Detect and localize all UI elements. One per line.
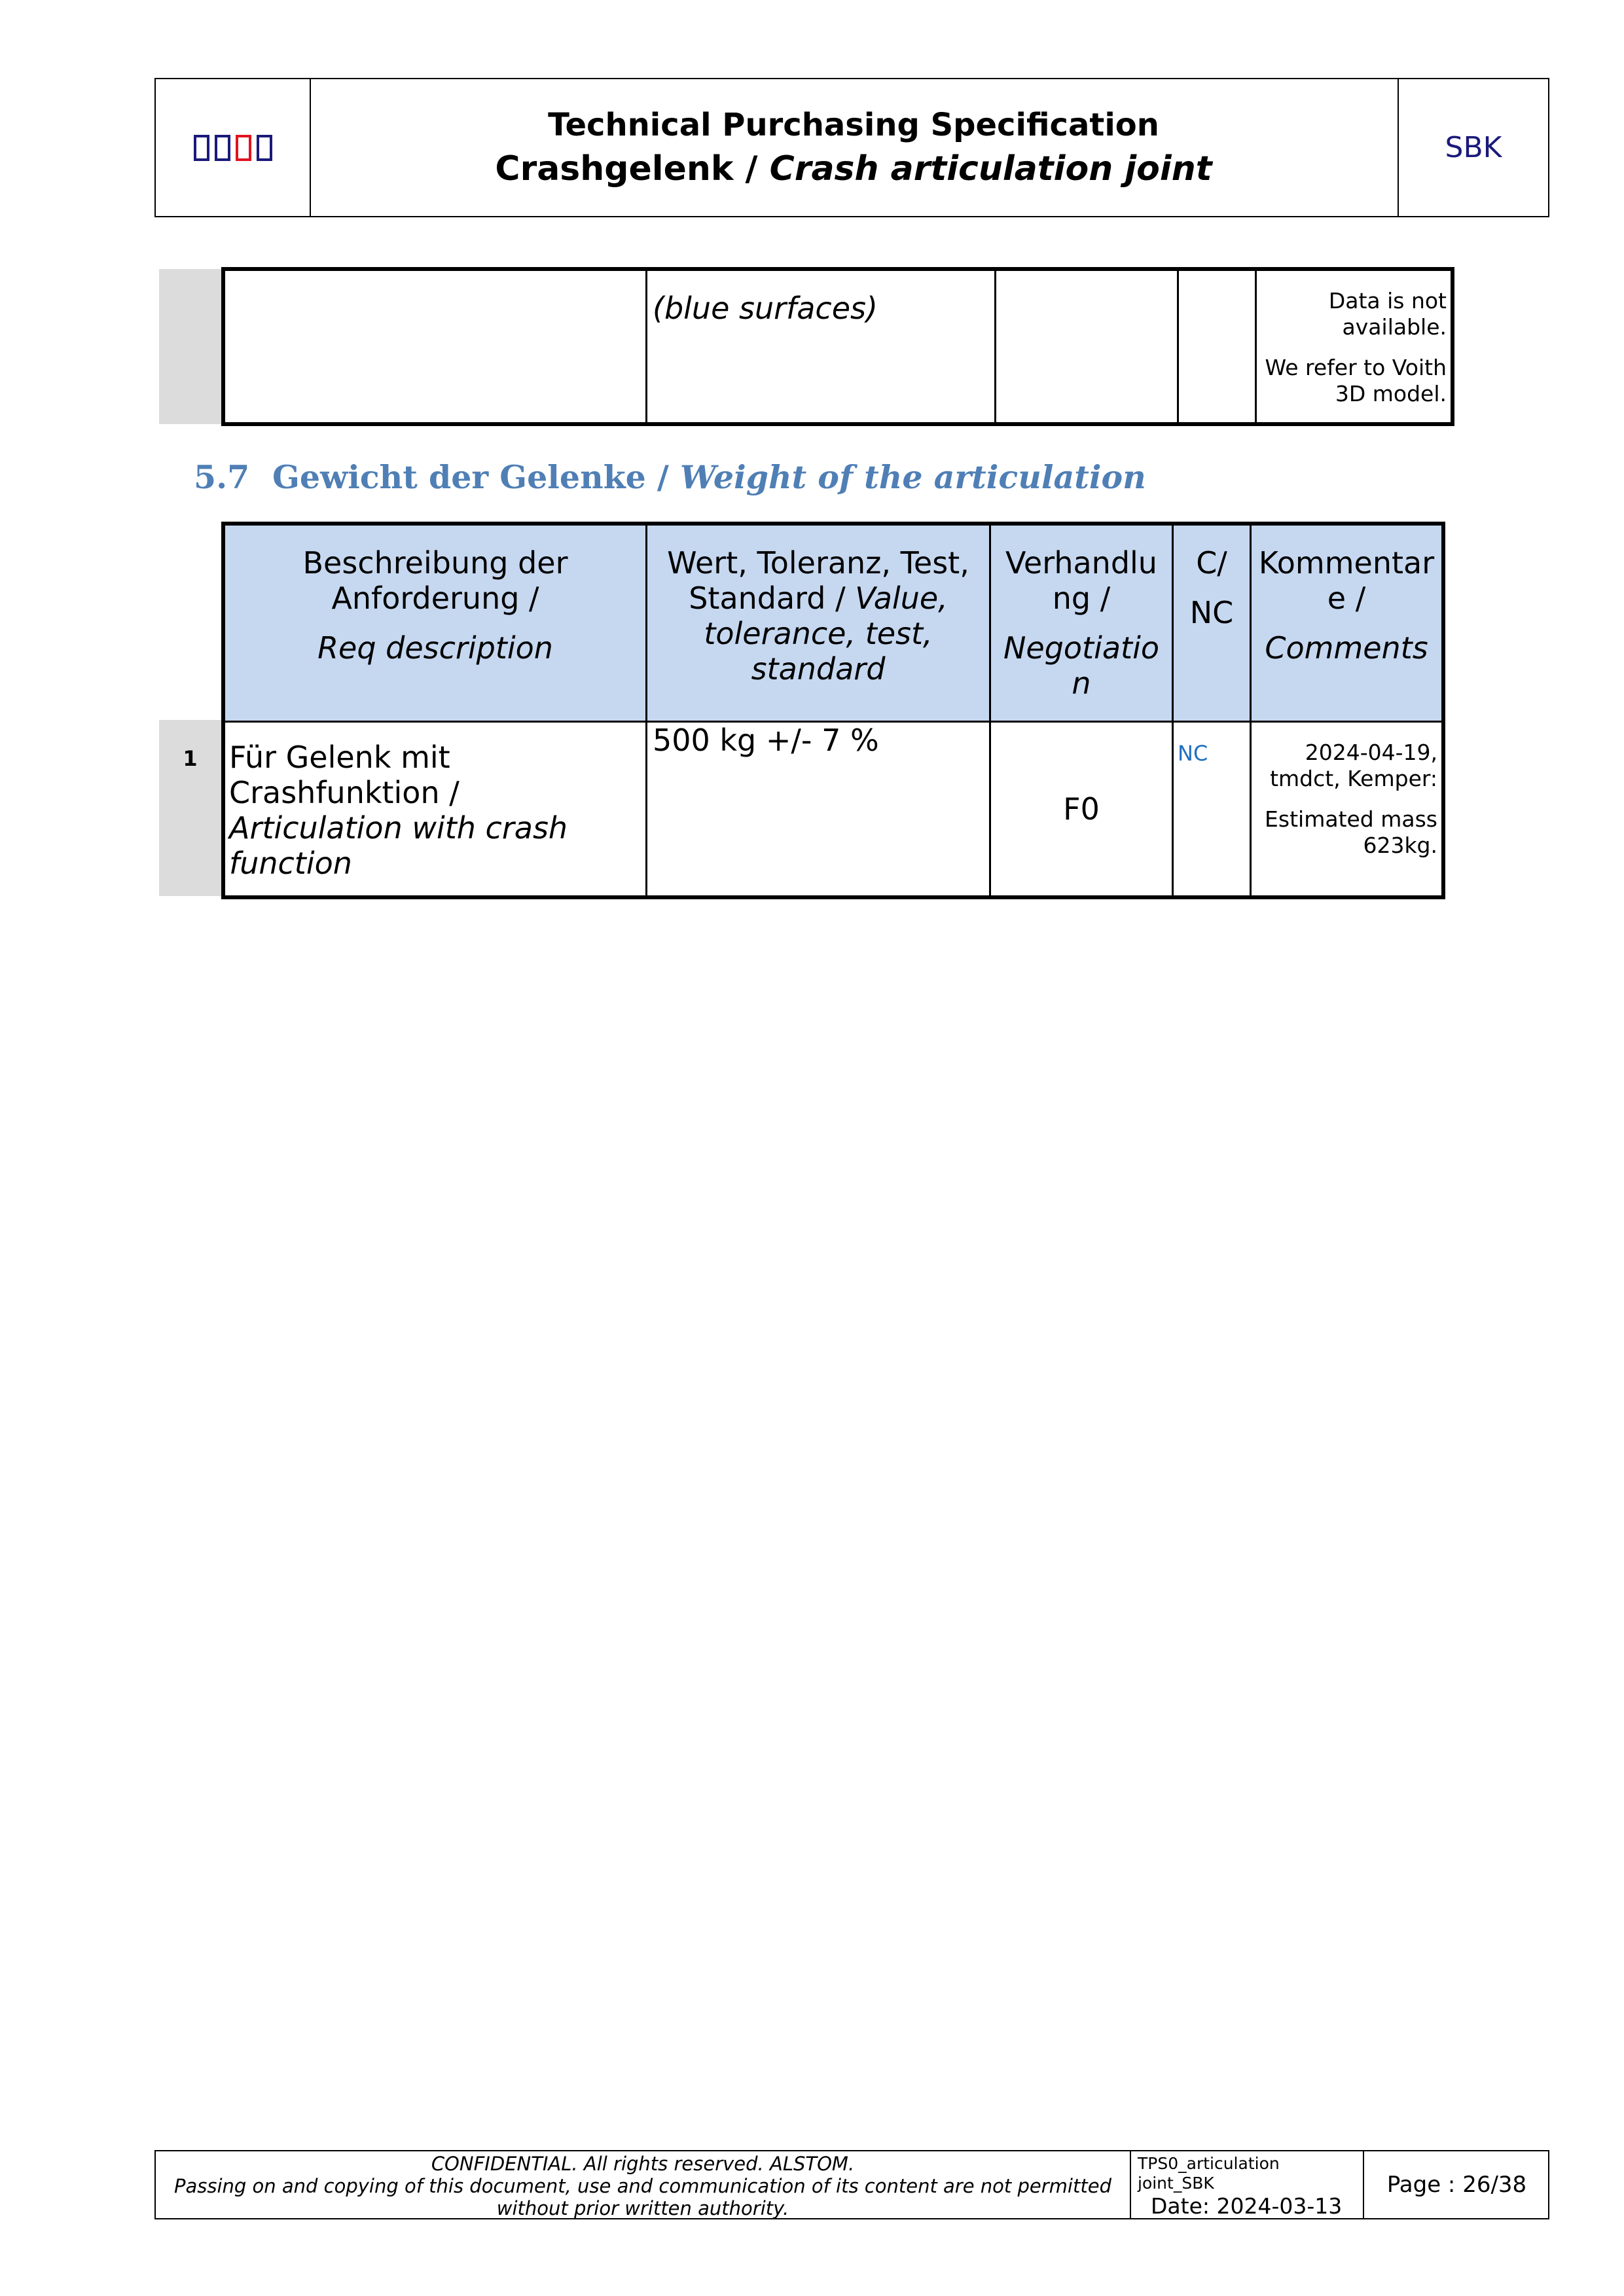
header-comments-german: Kommentar e / xyxy=(1258,545,1435,616)
requirement-value: 500 kg +/- 7 % xyxy=(653,722,879,758)
document-name: TPS0_articulation joint_SBK xyxy=(1138,2154,1280,2193)
document-title-block xyxy=(310,79,1399,216)
cnc-status: NC xyxy=(1178,740,1208,766)
section-title-english: Weight of the articulation xyxy=(679,458,1146,496)
header-value xyxy=(647,524,990,721)
header-negotiation-english: Negotiatio n xyxy=(1003,630,1160,701)
document-reference xyxy=(1131,2151,1364,2218)
weight-requirements-table xyxy=(221,522,1445,899)
comment-line: Estimated mass 623kg. xyxy=(1265,806,1437,858)
page-header xyxy=(154,78,1549,217)
continued-requirements-table xyxy=(221,267,1454,426)
header-description-english: Req description xyxy=(317,630,553,666)
negotiation-cell xyxy=(990,721,1173,897)
table-row xyxy=(223,721,1443,897)
header-comments xyxy=(1251,524,1444,721)
comment-cell xyxy=(1251,721,1444,897)
alstom-logo xyxy=(156,79,311,216)
comment-line: We refer to Voith 3D model. xyxy=(1265,355,1447,406)
section-number: 5.7 xyxy=(194,458,250,496)
requirement-value-cell xyxy=(647,721,990,897)
subtitle-english: Crash articulation joint xyxy=(769,149,1212,188)
cnc-cell xyxy=(1178,269,1256,424)
header-cnc-line1: C/ xyxy=(1196,545,1227,581)
requirement-description-cell xyxy=(223,721,647,897)
cnc-cell xyxy=(1173,721,1251,897)
row-number-cell xyxy=(159,269,221,424)
negotiation-value: F0 xyxy=(1063,791,1100,827)
page-number: Page : 26/38 xyxy=(1386,2172,1527,2198)
header-description xyxy=(223,524,647,721)
document-subtitle xyxy=(495,146,1212,192)
header-value-text xyxy=(647,545,989,687)
logo-glyph xyxy=(257,135,272,161)
negotiation-cell xyxy=(996,269,1178,424)
header-negotiation-german: Verhandlu ng / xyxy=(1005,545,1157,616)
logo-glyph xyxy=(236,135,251,161)
section-heading xyxy=(194,458,1146,496)
description-cell xyxy=(223,269,647,424)
header-cnc-line2: NC xyxy=(1189,595,1234,630)
header-comments-english: Comments xyxy=(1265,630,1428,666)
table-header-row xyxy=(223,524,1443,721)
requirement-description-german: Für Gelenk mit Crashfunktion / xyxy=(229,739,460,810)
confidentiality-line1: CONFIDENTIAL. All rights reserved. ALSTOM. xyxy=(431,2153,855,2175)
confidentiality-notice xyxy=(156,2151,1131,2218)
logo-glyph xyxy=(215,135,230,161)
document-title: Technical Purchasing Specification xyxy=(548,106,1159,143)
section-title-german: Gewicht der Gelenke / xyxy=(272,458,680,496)
subtitle-german: Crashgelenk / xyxy=(495,149,770,188)
document-date: Date: 2024-03-13 xyxy=(1151,2193,1343,2219)
header-description-german: Beschreibung der Anforderung / xyxy=(302,545,568,616)
logo-glyph xyxy=(194,135,209,161)
comment-line: Data is not available. xyxy=(1328,288,1447,340)
header-cnc xyxy=(1173,524,1251,721)
value-text: (blue surfaces) xyxy=(653,291,878,326)
confidentiality-line2: Passing on and copying of this document, use and communication of its content are not permitted without prior written authority. xyxy=(174,2175,1111,2219)
project-code: SBK xyxy=(1445,131,1502,164)
page-footer xyxy=(154,2150,1549,2219)
comment-line: 2024-04-19, tmdct, Kemper: xyxy=(1270,739,1437,791)
value-cell xyxy=(647,269,996,424)
header-value-english: Value, tolerance, test, standard xyxy=(704,581,948,687)
requirement-description-english: Articulation with crash function xyxy=(229,810,568,881)
table-row xyxy=(223,269,1453,424)
comment-cell xyxy=(1256,269,1453,424)
row-number-cell xyxy=(159,720,221,896)
header-value-german: Wert, Toleranz, Test, Standard / xyxy=(667,545,969,616)
header-negotiation xyxy=(990,524,1173,721)
row-number: 1 xyxy=(183,746,198,771)
